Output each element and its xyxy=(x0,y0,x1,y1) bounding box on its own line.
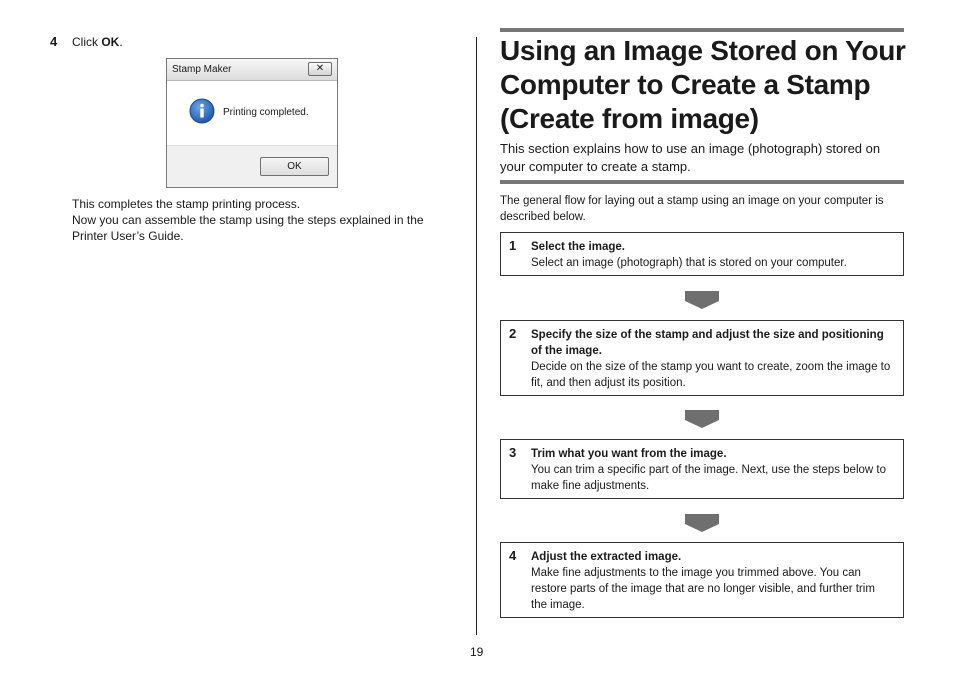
dialog-body xyxy=(167,81,337,146)
flow-step-heading: Trim what you want from the image. xyxy=(531,448,727,460)
down-arrow-icon xyxy=(685,291,719,309)
flow-step-heading: Specify the size of the stamp and adjust the size and positioning of the image. xyxy=(531,329,884,357)
completion-paragraph xyxy=(72,196,452,244)
dialog-message: Printing completed. xyxy=(223,107,309,118)
flow-step-number: 4 xyxy=(509,548,517,563)
flow-step-number: 1 xyxy=(509,238,517,253)
step-number: 4 xyxy=(50,34,58,49)
flow-step-3 xyxy=(500,439,904,499)
flow-step-number: 2 xyxy=(509,326,517,341)
dialog-title-bar xyxy=(167,59,337,81)
flow-step-heading: Adjust the extracted image. xyxy=(531,551,682,563)
flow-step-text: Decide on the size of the stamp you want to create, zoom the image to fit, and then adjust its position. xyxy=(531,361,891,389)
column-divider xyxy=(476,37,477,635)
flow-step-text: Select an image (photograph) that is stored on your computer. xyxy=(531,257,847,269)
flow-step-4 xyxy=(500,542,904,618)
flow-step-heading: Select the image. xyxy=(531,241,625,253)
paragraph-line-1: This completes the stamp printing process. xyxy=(72,197,301,211)
step-bold-ok: OK xyxy=(101,35,120,49)
ok-button[interactable]: OK xyxy=(260,157,329,176)
flow-step-text: Make fine adjustments to the image you trimmed above. You can restore parts of the image that are no longer visible, and further trim the image. xyxy=(531,567,875,611)
step-text xyxy=(72,35,123,49)
flow-step-text: You can trim a specific part of the image. Next, use the steps below to make fine adjustments. xyxy=(531,464,886,492)
step-suffix: . xyxy=(119,35,123,49)
flow-step-number: 3 xyxy=(509,445,517,460)
step-4-instruction xyxy=(50,34,123,49)
flow-step-1 xyxy=(500,232,904,276)
section-top-rule xyxy=(500,28,904,32)
flow-intro: The general flow for laying out a stamp using an image on your computer is described below. xyxy=(500,195,884,223)
section-mid-rule xyxy=(500,180,904,184)
paragraph-line-2: Now you can assemble the stamp using the steps explained in the Printer User’s Guide. xyxy=(72,213,424,243)
close-icon[interactable]: ✕ xyxy=(308,62,332,76)
stamp-maker-dialog xyxy=(166,58,338,188)
page-number: 19 xyxy=(470,645,484,659)
section-title: Using an Image Stored on Your Computer to Create a Stamp (Create from image) xyxy=(500,35,906,134)
dialog-title: Stamp Maker xyxy=(172,64,232,75)
step-prefix: Click xyxy=(72,35,102,49)
info-icon xyxy=(189,98,215,124)
section-intro: This section explains how to use an image (photograph) stored on your computer to create a stamp. xyxy=(500,141,881,174)
flow-step-2 xyxy=(500,320,904,396)
down-arrow-icon xyxy=(685,514,719,532)
down-arrow-icon xyxy=(685,410,719,428)
